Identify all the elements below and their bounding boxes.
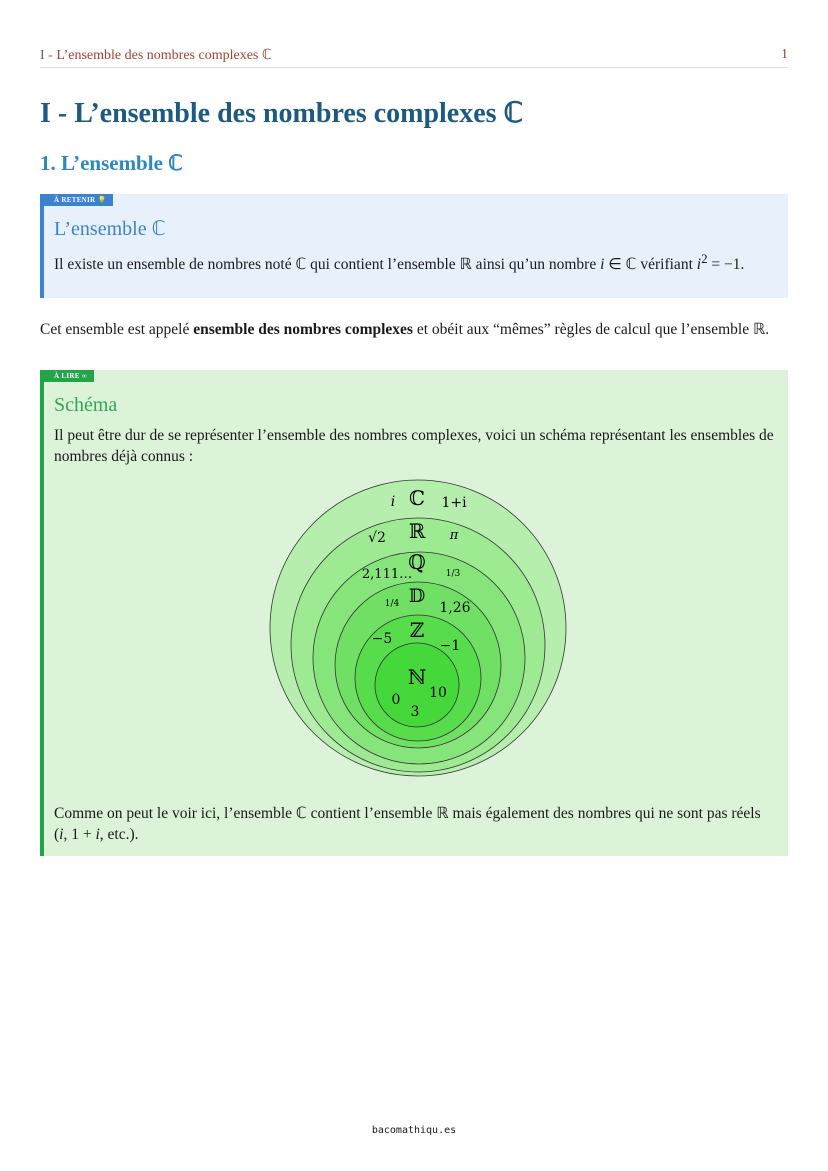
elem-1+i: 1+i xyxy=(441,495,467,511)
text: , etc.). xyxy=(99,826,139,843)
lire-text: Il peut être dur de se représenter l’ensemble des nombres complexes, voici un schéma représentant les ensembles de nombres déjà connus : xyxy=(54,427,774,465)
text: Cet ensemble est appelé xyxy=(40,321,194,338)
running-header xyxy=(40,47,788,68)
elem-2111: 2,111… xyxy=(361,567,413,582)
elem-minus5: −5 xyxy=(371,631,393,647)
retenir-box xyxy=(40,194,788,298)
set-D-label: 𝔻 xyxy=(408,585,426,607)
elem-sqrt2: √2 xyxy=(368,530,386,546)
lire-title: Schéma xyxy=(54,394,118,416)
retenir-title: L’ensemble ℂ xyxy=(54,218,166,240)
text: Il existe un ensemble de nombres noté ℂ qui contient l’ensemble ℝ ainsi qu’un nombre xyxy=(54,256,601,274)
footer: bacomathiqu.es xyxy=(371,1125,457,1136)
elem-pi: π xyxy=(449,528,459,543)
text: et obéit aux “mêmes” règles de calcul que l’ensemble ℝ. xyxy=(412,321,770,338)
elem-1-26: 1,26 xyxy=(439,600,471,616)
text: = −1. xyxy=(707,256,745,274)
elem-i: i xyxy=(390,494,396,510)
exponent: 2 xyxy=(701,251,708,266)
lire-tag: À LIRE ∞ xyxy=(40,370,94,382)
elem-1-4: 1/4 xyxy=(384,599,400,609)
set-Z-label: ℤ xyxy=(409,618,425,642)
math-i: i xyxy=(600,256,605,274)
math-i: i xyxy=(59,826,64,843)
text: ∈ ℂ vérifiant xyxy=(604,256,697,274)
retenir-tag: À RETENIR 💡 xyxy=(40,194,113,206)
section-title: 1. L’ensemble ℂ xyxy=(40,151,183,175)
page-number: 1 xyxy=(781,47,788,62)
math-i: i xyxy=(95,826,100,843)
elem-minus1: −1 xyxy=(439,638,461,654)
header-number: I - xyxy=(40,48,53,63)
bold-term: ensemble des nombres complexes xyxy=(193,321,413,338)
set-C-label: ℂ xyxy=(409,486,425,510)
lire-conclusion xyxy=(54,803,776,845)
set-R-label: ℝ xyxy=(408,519,426,543)
page-title: I - L’ensemble des nombres complexes ℂ xyxy=(40,98,524,129)
elem-10: 10 xyxy=(429,685,447,701)
elem-0: 0 xyxy=(391,692,401,708)
text: , 1 + xyxy=(63,826,96,843)
text: Comme on peut le voir ici, l’ensemble ℂ contient l’ensemble ℝ mais également des nombres qui ne sont pas réels ( xyxy=(54,805,761,843)
elem-3: 3 xyxy=(410,704,420,720)
set-N-label: ℕ xyxy=(407,665,427,689)
retenir-text xyxy=(54,248,776,275)
math-i: i xyxy=(696,256,702,274)
lire-box xyxy=(40,370,788,856)
elem-1-3: 1/3 xyxy=(445,569,461,579)
set-Q-label: ℚ xyxy=(408,550,426,574)
paragraph xyxy=(40,319,790,340)
header-title: L’ensemble des nombres complexes ℂ xyxy=(56,48,272,63)
number-sets-diagram xyxy=(264,475,574,785)
